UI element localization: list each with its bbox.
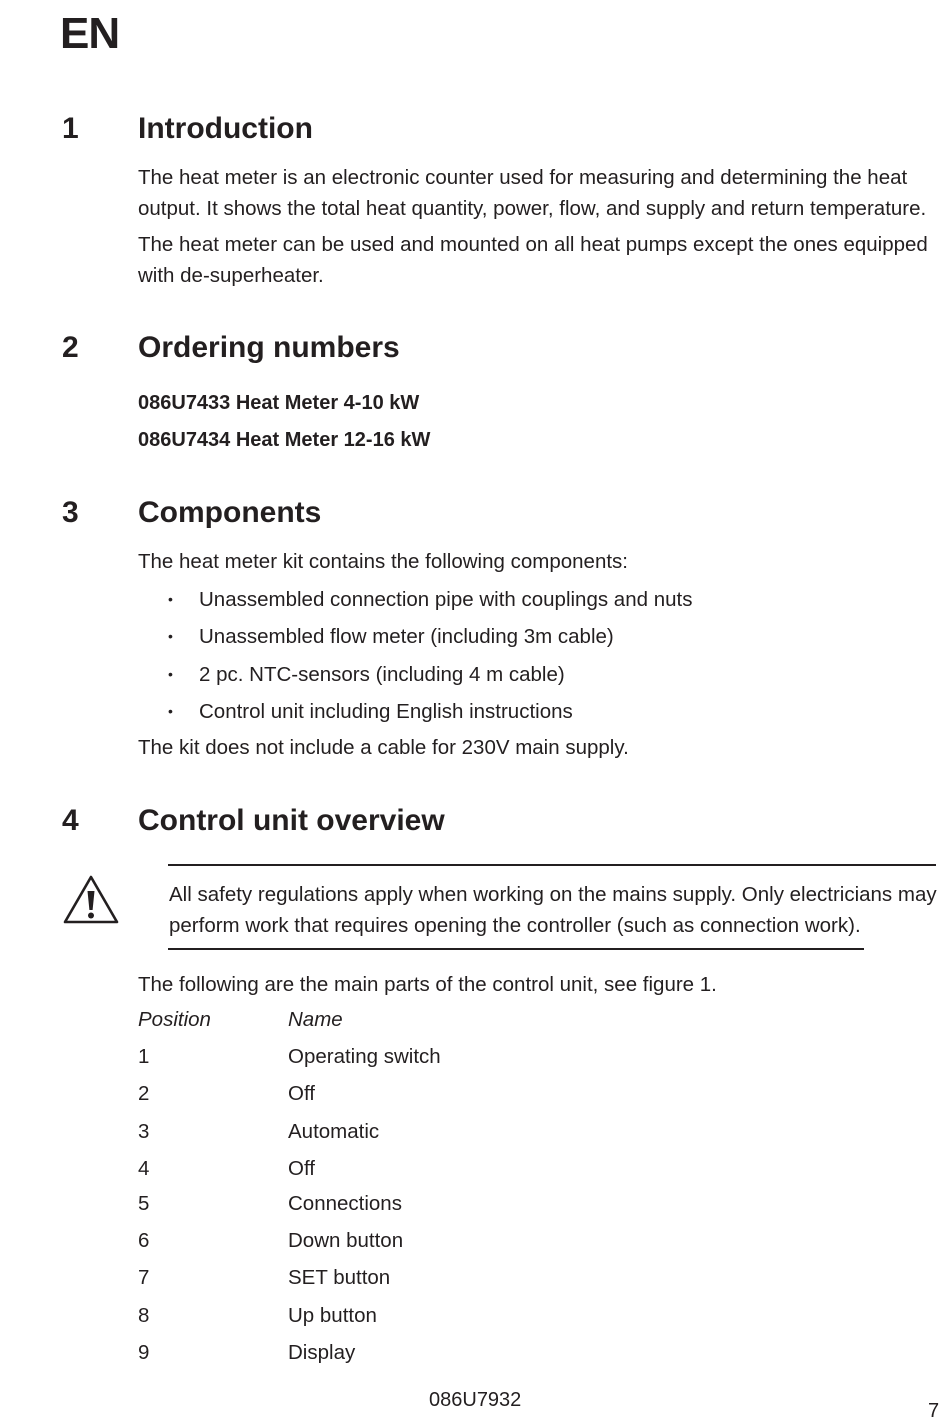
bullet-icon: • bbox=[168, 666, 173, 682]
position-cell: 9 bbox=[138, 1341, 150, 1364]
section-number: 4 bbox=[62, 804, 79, 837]
section-number: 1 bbox=[62, 112, 79, 145]
name-cell: Up button bbox=[288, 1304, 377, 1327]
bullet-icon: • bbox=[168, 591, 173, 607]
component-list-item bbox=[168, 585, 692, 614]
name-cell: Off bbox=[288, 1082, 315, 1105]
bullet-icon: • bbox=[168, 703, 173, 719]
warning-top-rule bbox=[168, 864, 936, 866]
position-cell: 3 bbox=[138, 1120, 150, 1143]
position-cell: 8 bbox=[138, 1304, 150, 1327]
name-cell: Off bbox=[288, 1157, 315, 1180]
document-code: 086U7932 bbox=[429, 1389, 522, 1411]
component-list-item bbox=[168, 622, 614, 651]
section-number: 3 bbox=[62, 496, 79, 529]
name-cell: Display bbox=[288, 1341, 356, 1364]
component-list-item bbox=[168, 697, 573, 726]
section-title-control-unit-overview: Control unit overview bbox=[138, 804, 445, 837]
ordering-number-item: 086U7433 Heat Meter 4-10 kW bbox=[138, 392, 420, 414]
name-cell: Down button bbox=[288, 1229, 404, 1252]
component-label: Control unit including English instructions bbox=[199, 700, 573, 723]
component-list-item bbox=[168, 660, 565, 689]
warning-triangle-icon bbox=[62, 874, 120, 926]
table-header-position: Position bbox=[138, 1008, 211, 1031]
section-number: 2 bbox=[62, 331, 79, 364]
name-cell: Connections bbox=[288, 1192, 402, 1215]
components-intro: The heat meter kit contains the following components: bbox=[138, 550, 628, 573]
bullet-icon: • bbox=[168, 628, 173, 644]
warning-bottom-rule bbox=[168, 948, 864, 950]
component-label: Unassembled connection pipe with couplings and nuts bbox=[199, 588, 693, 611]
safety-warning-text: All safety regulations apply when working on the mains supply. Only electricians may perform work that requires opening the controller (such as connection work). bbox=[169, 883, 937, 937]
section-title-introduction: Introduction bbox=[138, 112, 313, 145]
position-cell: 4 bbox=[138, 1157, 150, 1180]
name-cell: Operating switch bbox=[288, 1045, 441, 1068]
page-number: 7 bbox=[928, 1400, 940, 1422]
control-unit-intro: The following are the main parts of the control unit, see figure 1. bbox=[138, 973, 717, 996]
table-header-name: Name bbox=[288, 1008, 343, 1031]
language-code: EN bbox=[60, 9, 120, 58]
position-cell: 1 bbox=[138, 1045, 150, 1068]
component-label: 2 pc. NTC-sensors (including 4 m cable) bbox=[199, 663, 565, 686]
ordering-number-item: 086U7434 Heat Meter 12-16 kW bbox=[138, 429, 431, 451]
position-cell: 6 bbox=[138, 1229, 150, 1252]
position-cell: 5 bbox=[138, 1192, 150, 1215]
position-cell: 2 bbox=[138, 1082, 150, 1105]
name-cell: SET button bbox=[288, 1266, 391, 1289]
component-label: Unassembled flow meter (including 3m cable) bbox=[199, 625, 614, 648]
components-outro: The kit does not include a cable for 230V main supply. bbox=[138, 736, 629, 759]
name-cell: Automatic bbox=[288, 1120, 380, 1143]
position-cell: 7 bbox=[138, 1266, 150, 1289]
section-title-components: Components bbox=[138, 496, 322, 529]
intro-paragraph-2: The heat meter can be used and mounted on all heat pumps except the ones equipped with de-superheater. bbox=[138, 233, 928, 287]
section-title-ordering-numbers: Ordering numbers bbox=[138, 331, 400, 364]
intro-paragraph-1: The heat meter is an electronic counter used for measuring and determining the heat output. It shows the total heat quantity, power, flow, and supply and return temperature. bbox=[138, 166, 927, 220]
